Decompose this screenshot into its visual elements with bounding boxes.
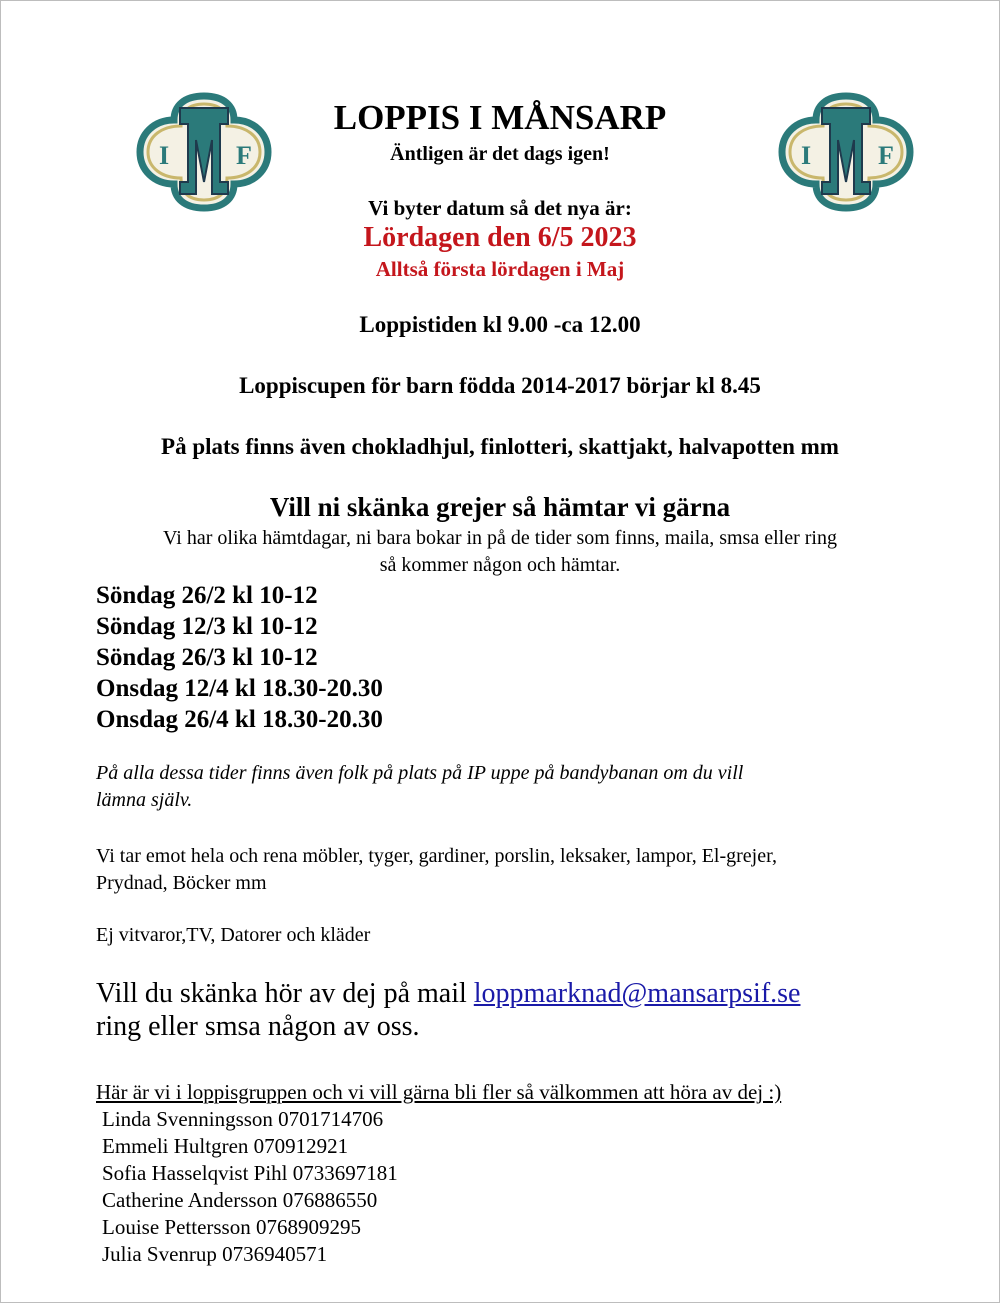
- logo-letter-i: I: [800, 141, 812, 170]
- contact-info: [96, 977, 916, 1043]
- excluded-items: Ej vitvaror,TV, Datorer och kläder: [96, 924, 371, 946]
- schedule-item: Onsdag 12/4 kl 18.30-20.30: [96, 675, 383, 702]
- list-item: Louise Pettersson 0768909295: [102, 1215, 361, 1239]
- page-title: LOPPIS I MÅNSARP: [333, 98, 667, 137]
- accepted-items: [96, 843, 916, 897]
- dropoff-note-line: lämna själv.: [96, 789, 193, 811]
- contact-suffix: ring eller smsa någon av oss.: [96, 1011, 420, 1042]
- list-item: Sofia Hasselqvist Pihl 0733697181: [102, 1161, 398, 1185]
- donate-intro-line: Vi har olika hämtdagar, ni bara bokar in på de tider som finns, maila, smsa eller ring: [163, 527, 837, 549]
- donate-intro-line: så kommer någon och hämtar.: [379, 554, 621, 576]
- logo-letter-f: F: [878, 141, 894, 170]
- accepted-items-line: Vi tar emot hela och rena möbler, tyger, gardiner, porslin, leksaker, lampor, El-grejer,: [96, 845, 777, 867]
- logo-letter-f: F: [236, 141, 252, 170]
- event-date: Lördagen den 6/5 2023: [363, 222, 637, 253]
- dropoff-note: [96, 760, 916, 814]
- page-subtitle: Äntligen är det dags igen!: [390, 143, 610, 165]
- email-link[interactable]: loppmarknad@mansarpsif.se: [473, 978, 801, 1009]
- list-item: Catherine Andersson 076886550: [102, 1188, 378, 1212]
- schedule-item: Söndag 26/3 kl 10-12: [96, 644, 318, 671]
- contact-prefix: Vill du skänka hör av dej på mail: [96, 978, 474, 1009]
- donate-intro: [100, 525, 900, 579]
- list-item: Linda Svenningsson 0701714706: [102, 1107, 384, 1131]
- event-date-note: Alltså första lördagen i Maj: [375, 257, 625, 281]
- dropoff-note-line: På alla dessa tider finns även folk på plats på IP uppe på bandybanan om du vill: [96, 762, 744, 784]
- member-list: [102, 1106, 398, 1268]
- kids-cup-info: Loppiscupen för barn födda 2014-2017 börjar kl 8.45: [239, 373, 761, 398]
- list-item: Julia Svenrup 0736940571: [102, 1242, 328, 1266]
- pickup-schedule: [96, 580, 383, 735]
- accepted-items-line: Prydnad, Böcker mm: [96, 872, 267, 894]
- schedule-item: Onsdag 26/4 kl 18.30-20.30: [96, 706, 383, 733]
- contact-first-line: [96, 977, 916, 1010]
- logo-letter-i: I: [158, 141, 170, 170]
- date-intro: Vi byter datum så det nya är:: [368, 196, 632, 220]
- schedule-item: Söndag 26/2 kl 10-12: [96, 582, 318, 609]
- group-heading: Här är vi i loppisgruppen och vi vill gärna bli fler så välkommen att höra av dej :): [96, 1080, 782, 1104]
- list-item: Emmeli Hultgren 070912921: [102, 1134, 349, 1158]
- event-time: Loppistiden kl 9.00 -ca 12.00: [359, 312, 641, 337]
- schedule-item: Söndag 12/3 kl 10-12: [96, 613, 318, 640]
- donate-heading: Vill ni skänka grejer så hämtar vi gärna: [269, 492, 731, 522]
- extras-info: På plats finns även chokladhjul, finlotteri, skattjakt, halvapotten mm: [161, 434, 839, 459]
